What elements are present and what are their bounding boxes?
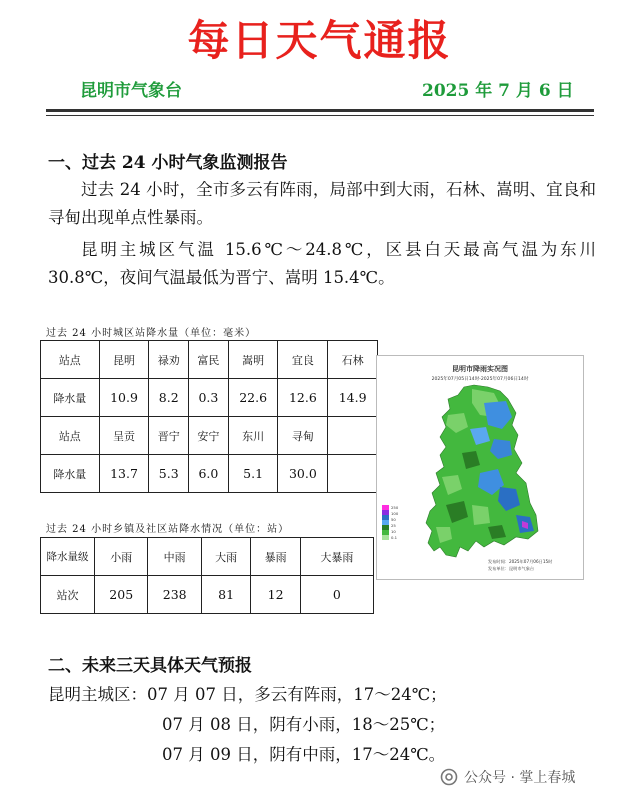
legend-label: 0.1 (391, 535, 398, 540)
table-cell: 30.0 (278, 455, 328, 493)
table-cell: 205 (95, 576, 148, 614)
table-cell: 大暴雨 (300, 538, 373, 576)
table-cell: 12 (251, 576, 300, 614)
watermark (440, 767, 575, 787)
forecast-line-1: 昆明主城区：07 月 07 日，多云有阵雨，17～24℃； (48, 685, 447, 704)
map-issue-time: 发布时间：2025年07月06日15时 (488, 559, 553, 564)
table-cell: 中雨 (148, 538, 201, 576)
table-cell: 238 (148, 576, 201, 614)
table-cell: 站点 (41, 417, 100, 455)
watermark-text: 公众号 · 掌上春城 (464, 770, 576, 786)
table-cell: 富民 (189, 341, 229, 379)
report-title: 每日天气通报 (187, 16, 452, 65)
table-cell: 降水量 (41, 455, 100, 493)
table-row (41, 417, 378, 455)
map-title: 昆明市降雨实况图 (452, 365, 508, 373)
table-cell: 呈贡 (99, 417, 149, 455)
table-row (41, 576, 374, 614)
header-divider-thick (46, 109, 594, 112)
table-cell: 嵩明 (228, 341, 278, 379)
legend-label: 10 (391, 529, 396, 534)
grade-table (40, 537, 374, 614)
table-cell: 寻甸 (278, 417, 328, 455)
rainfall-map (376, 355, 584, 580)
table-cell: 小雨 (95, 538, 148, 576)
grade-table-caption: 过去 24 小时乡镇及社区站降水情况（单位：站） (46, 524, 290, 535)
section1-heading: 一、过去 24 小时气象监测报告 (48, 153, 288, 173)
table-cell: 东川 (228, 417, 278, 455)
table-cell: 宜良 (278, 341, 328, 379)
table-cell: 13.7 (99, 455, 149, 493)
table-cell: 晋宁 (149, 417, 189, 455)
table-cell: 禄劝 (149, 341, 189, 379)
table-cell: 10.9 (99, 379, 149, 417)
legend-label: 50 (391, 517, 396, 522)
map-subtitle: 2025年07月05日14时-2025年07月06日14时 (431, 377, 529, 382)
table-cell: 降水量级 (41, 538, 95, 576)
table-row (41, 341, 378, 379)
table-cell: 站次 (41, 576, 95, 614)
table-cell: 8.2 (149, 379, 189, 417)
table-cell: 14.9 (328, 379, 378, 417)
wechat-official-account-icon (440, 768, 458, 786)
table-cell: 12.6 (278, 379, 328, 417)
table-row (41, 538, 374, 576)
section1-paragraph-1: 过去 24 小时，全市多云有阵雨，局部中到大雨，石林、嵩明、宜良和寻甸出现单点性暴雨。 (48, 180, 596, 227)
table-cell: 昆明 (99, 341, 149, 379)
table-cell: 暴雨 (251, 538, 300, 576)
header-divider-thin (46, 115, 594, 116)
table-cell: 81 (201, 576, 250, 614)
report-date: 2025 年 7 月 6 日 (422, 81, 574, 101)
table-cell: 石林 (328, 341, 378, 379)
rain-table (40, 340, 378, 493)
legend-label: 250 (391, 505, 399, 510)
legend-label: 100 (391, 511, 399, 516)
table-cell: 降水量 (41, 379, 100, 417)
section2-heading: 二、未来三天具体天气预报 (48, 656, 252, 676)
table-cell: 0 (300, 576, 373, 614)
table-cell: 6.0 (189, 455, 229, 493)
table-cell: 5.1 (228, 455, 278, 493)
legend-label: 25 (391, 523, 396, 528)
table-cell: 大雨 (201, 538, 250, 576)
forecast-line-3: 07 月 09 日，阴有中雨，17～24℃。 (162, 745, 446, 764)
forecast-line-2: 07 月 08 日，阴有小雨，18～25℃； (162, 715, 446, 734)
table-cell (328, 417, 378, 455)
table-row (41, 379, 378, 417)
table-cell: 22.6 (228, 379, 278, 417)
table-cell: 0.3 (189, 379, 229, 417)
map-issuer: 发布单位：昆明市气象台 (488, 566, 535, 571)
table-cell: 安宁 (189, 417, 229, 455)
rain-table-caption: 过去 24 小时城区站降水量（单位：毫米） (46, 328, 257, 339)
table-cell: 站点 (41, 341, 100, 379)
table-cell (328, 455, 378, 493)
section1-paragraph-2: 昆明主城区气温 15.6℃～24.8℃，区县白天最高气温为东川 30.8℃，夜间气温最低为晋宁、嵩明 15.4℃。 (48, 240, 596, 287)
table-cell: 5.3 (149, 455, 189, 493)
table-row (41, 455, 378, 493)
issuer-name: 昆明市气象台 (80, 81, 182, 101)
